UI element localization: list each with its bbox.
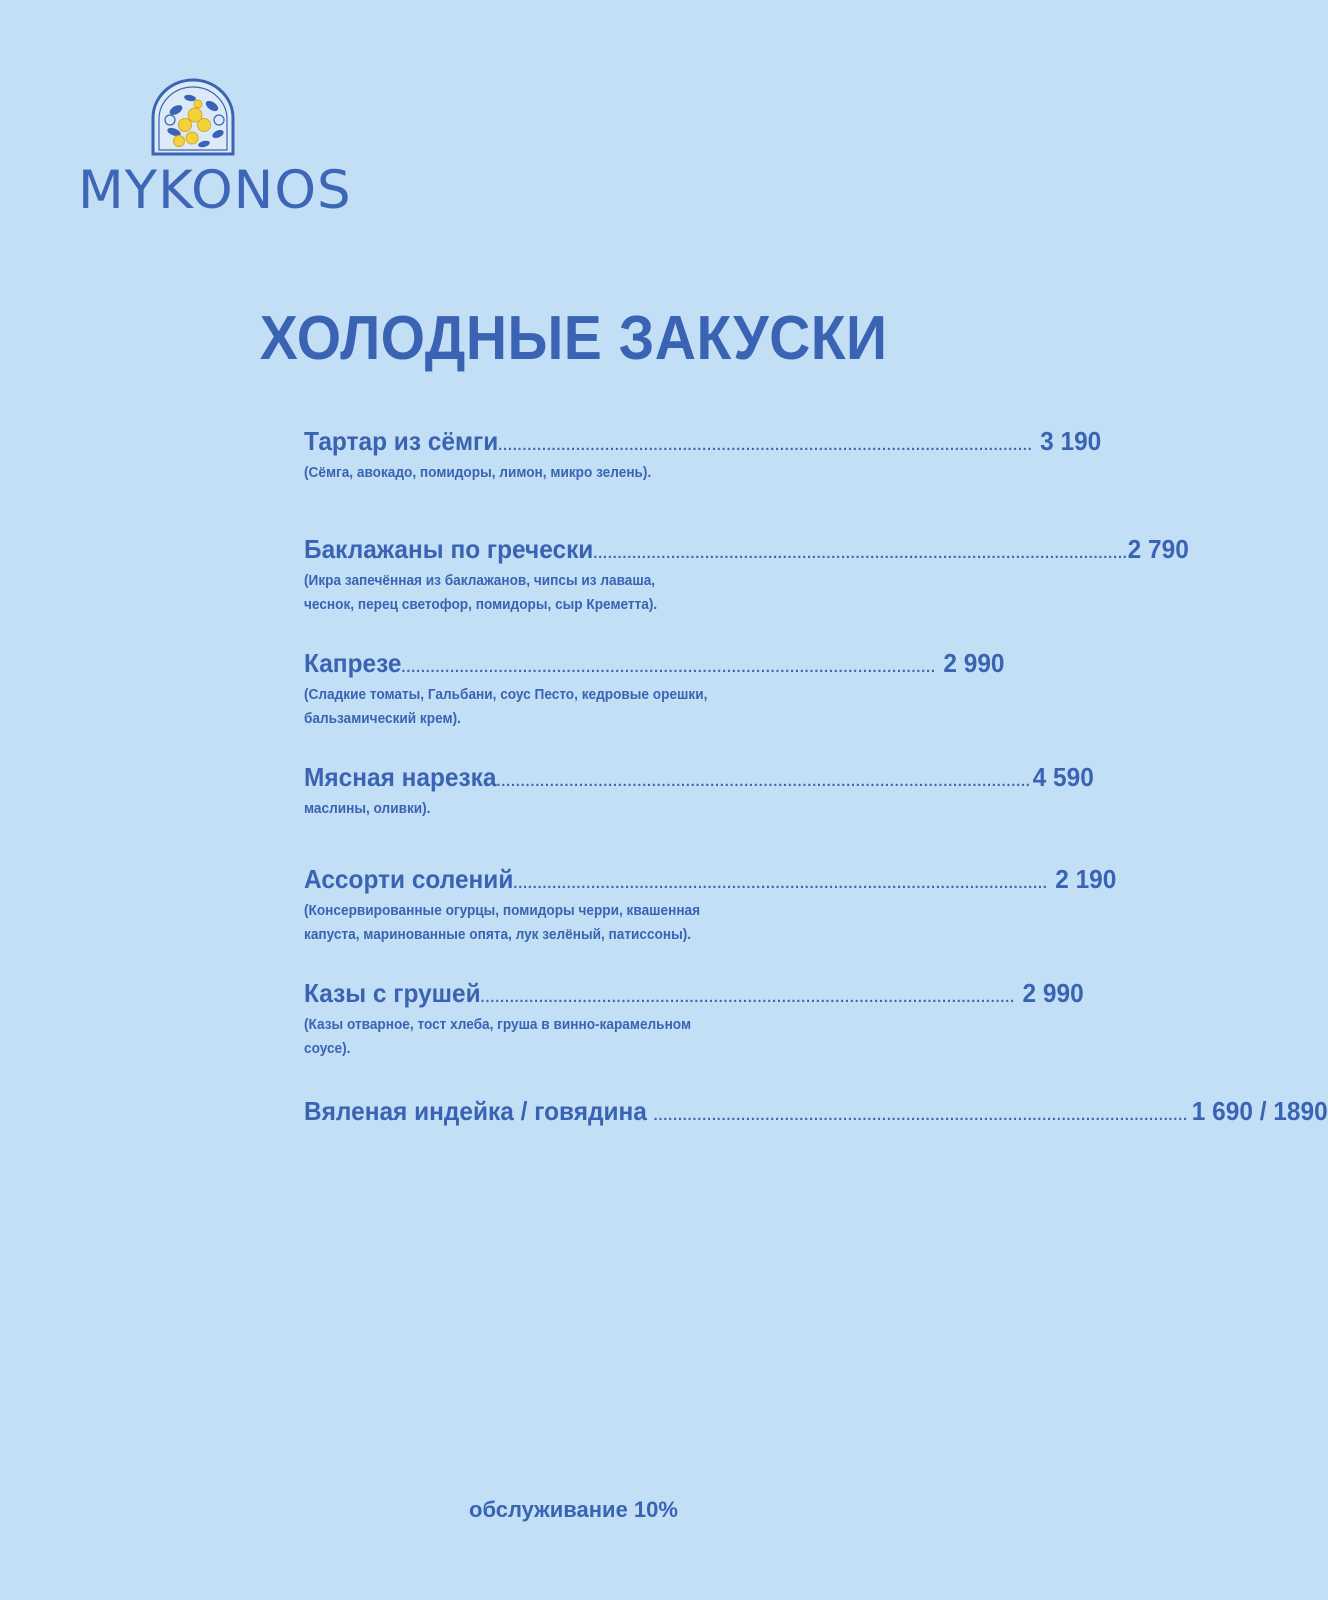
item-price: 2 190 (1055, 864, 1117, 894)
item-description: (Икра запечённая из баклажанов, чипсы из лаваша, чеснок, перец светофор, помидоры, сыр Креметта). (304, 573, 658, 613)
item-price: 4 590 (1032, 762, 1094, 792)
brand-name: MYKONOS (78, 160, 352, 221)
item-name: Вяленая индейка / говядина (304, 1096, 654, 1126)
menu-item (304, 1096, 1328, 1127)
item-name: Ассорти солений (304, 864, 514, 894)
item-description: маслины, оливки). (304, 801, 431, 817)
lemon-arch-icon (78, 80, 308, 160)
item-description: (Сладкие томаты, Гальбани, соус Песто, кедровые орешки, бальзамический крем). (304, 687, 708, 727)
item-price: 1 690 / 1890 (1191, 1096, 1328, 1126)
menu-item (304, 426, 1102, 485)
item-price: 2 990 (1022, 978, 1084, 1008)
item-description: (Казы отварное, тост хлеба, груша в винно-карамельном соусе). (304, 1017, 692, 1057)
item-name: Мясная нарезка (304, 762, 497, 792)
page-title: ХОЛОДНЫЕ ЗАКУСКИ (259, 304, 888, 373)
menu-item (304, 534, 1189, 617)
menu-item (304, 864, 1117, 947)
menu-item (304, 762, 1094, 821)
dot-leader: .............................................................................................................. (480, 989, 1016, 1006)
item-description: (Сёмга, авокадо, помидоры, лимон, микро зелень). (304, 465, 652, 481)
item-price: 3 190 (1040, 426, 1102, 456)
item-name: Капрезе (304, 648, 402, 678)
dot-leader: .............................................................................................................. (401, 659, 936, 676)
item-name: Казы с грушей (304, 978, 481, 1008)
dot-leader: .............................................................................................................. (593, 545, 1128, 562)
service-charge-note: обслуживание 10% (469, 1497, 678, 1522)
item-name: Тартар из сёмги (304, 426, 499, 456)
item-description: (Консервированные огурцы, помидоры черри, квашенная капуста, маринованные опята, лук зелёный, патиссоны). (304, 903, 701, 943)
dot-leader: .............................................................................................................. (653, 1107, 1188, 1124)
dot-leader: .............................................................................................................. (498, 437, 1033, 454)
item-price: 2 790 (1127, 534, 1189, 564)
menu-item (304, 978, 1084, 1061)
dot-leader: .............................................................................................................. (513, 875, 1048, 892)
dot-leader: .............................................................................................................. (496, 773, 1031, 790)
menu-item (304, 648, 1005, 731)
item-price: 2 990 (943, 648, 1005, 678)
item-name: Баклажаны по гречески (304, 534, 594, 564)
